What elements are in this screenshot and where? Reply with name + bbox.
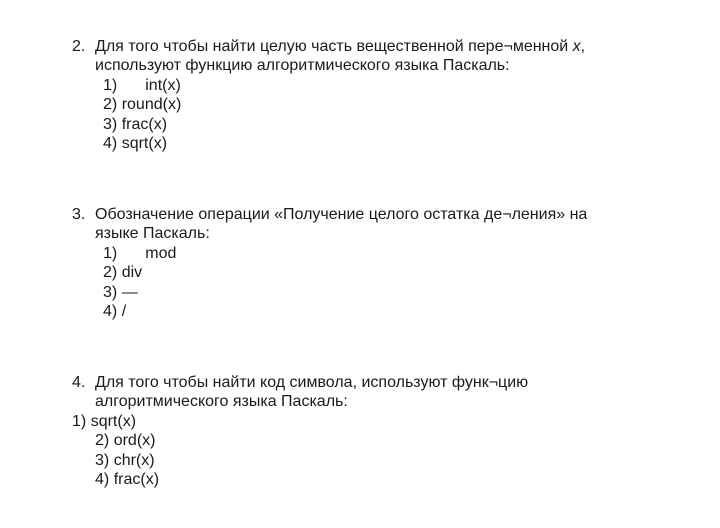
option-text: div xyxy=(121,264,143,281)
option-number: 3) xyxy=(103,284,118,301)
option-text: int(x) xyxy=(145,77,181,94)
answer-option xyxy=(103,76,181,95)
answer-option xyxy=(103,115,167,134)
option-text: / xyxy=(121,303,127,320)
answer-option xyxy=(103,263,142,282)
question-number: 3. xyxy=(72,206,86,223)
option-text: frac(x) xyxy=(121,116,168,133)
question-text-line xyxy=(95,37,585,56)
option-number: 2) xyxy=(103,96,118,113)
answer-option xyxy=(103,244,176,263)
question-text-line: языке Паскаль: xyxy=(95,225,210,242)
question-text-tail: , xyxy=(580,38,586,55)
answer-option xyxy=(95,431,155,450)
answer-option xyxy=(103,134,167,153)
answer-option xyxy=(103,302,126,321)
option-text: ord(x) xyxy=(113,432,156,449)
question-text-line: Для того чтобы найти код символа, используют функ¬цию xyxy=(95,374,529,391)
option-number: 2) xyxy=(103,264,118,281)
option-number: 4) xyxy=(95,471,110,488)
option-number: 1) xyxy=(72,413,87,430)
question-text-line: алгоритмического языка Паскаль: xyxy=(95,393,348,410)
question-number: 4. xyxy=(72,374,86,391)
option-number: 2) xyxy=(95,432,110,449)
answer-option xyxy=(103,95,181,114)
answer-option xyxy=(72,412,136,431)
option-text: sqrt(x) xyxy=(121,135,168,152)
answer-option xyxy=(103,283,138,302)
answer-option xyxy=(95,451,155,470)
option-number: 4) xyxy=(103,303,118,320)
question-text: Для того чтобы найти целую часть вещественной пере¬менной xyxy=(95,38,573,55)
option-text: mod xyxy=(145,245,177,262)
question-text-line: используют функцию алгоритмического языка Паскаль: xyxy=(95,57,510,74)
option-number: 4) xyxy=(103,135,118,152)
variable-x: x xyxy=(572,38,581,55)
question-number: 2. xyxy=(72,38,86,55)
answer-option xyxy=(95,470,159,489)
option-number: 1) xyxy=(103,77,118,94)
option-text: — xyxy=(121,284,138,301)
option-text: chr(x) xyxy=(113,452,155,469)
option-text: sqrt(x) xyxy=(90,413,137,430)
option-number: 3) xyxy=(95,452,110,469)
option-text: frac(x) xyxy=(113,471,160,488)
option-text: round(x) xyxy=(121,96,182,113)
option-number: 1) xyxy=(103,245,118,262)
option-number: 3) xyxy=(103,116,118,133)
question-text-line: Обозначение операции «Получение целого остатка де¬ления» на xyxy=(95,206,588,223)
